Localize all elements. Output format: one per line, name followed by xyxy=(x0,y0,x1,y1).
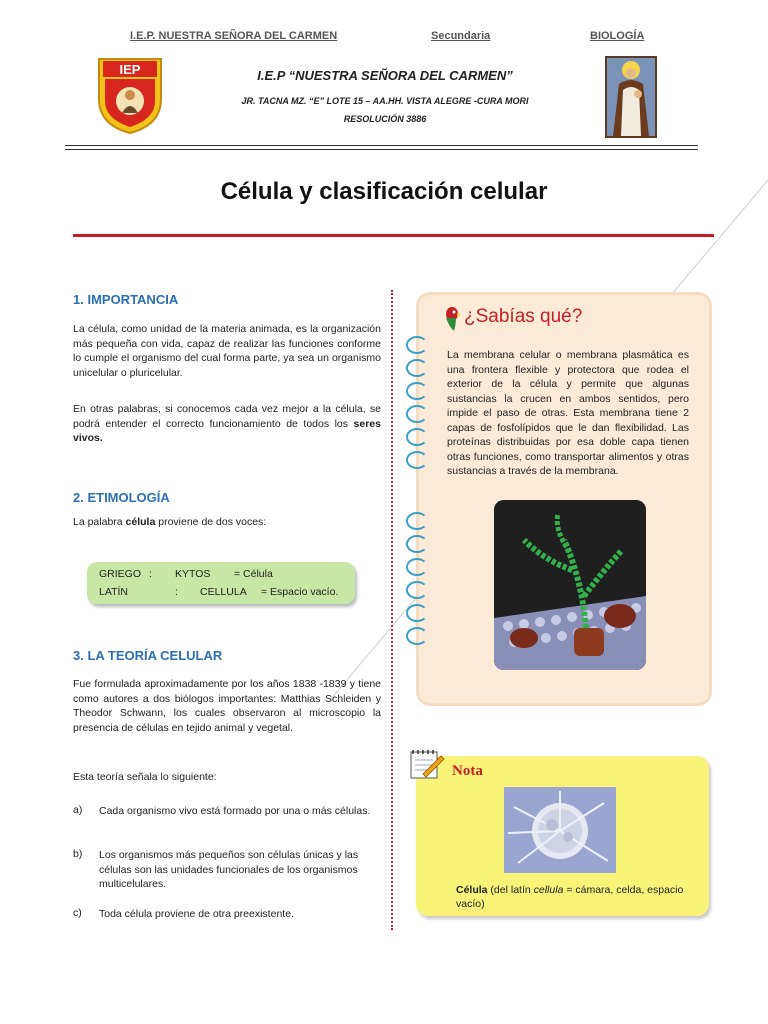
list-item: Cada organismo vivo está formado por una o más células. xyxy=(99,805,371,817)
heading-etimologia: 2. ETIMOLOGÍA xyxy=(73,490,170,505)
running-header-level: Secundaria xyxy=(431,30,491,42)
binder-rings xyxy=(406,336,430,474)
page-title: Célula y clasificación celular xyxy=(220,178,548,205)
nota-caption-bold: Célula xyxy=(456,884,488,896)
column-divider xyxy=(391,290,393,930)
school-shield-logo xyxy=(95,55,165,135)
binder-ring-icon xyxy=(406,535,428,553)
list-label: b) xyxy=(73,848,83,860)
list-item: Los organismos más pequeños son células únicas y las células son las unidades funcionales de los organismos multicelulares. xyxy=(99,849,359,890)
binder-ring-icon xyxy=(406,451,428,469)
binder-ring-icon xyxy=(406,359,428,377)
list-item: Toda célula proviene de otra preexistente. xyxy=(99,908,294,920)
nota-caption-pre: (del latín xyxy=(487,884,534,896)
heading-teoria: 3. LA TEORÍA CELULAR xyxy=(73,648,223,663)
school-name: I.E.P “NUESTRA SEÑORA DEL CARMEN” xyxy=(257,68,513,83)
etym-word: CELLULA xyxy=(200,586,247,598)
cell-micrograph-image xyxy=(504,787,616,873)
nota-caption-italic: cellula xyxy=(533,884,564,896)
etimologia-intro-post: proviene de dos voces: xyxy=(155,516,267,528)
title-rule xyxy=(73,234,714,237)
importancia-paragraph-1: La célula, como unidad de la materia animada, es la organización más pequeña con vida, capaz de realizar las funciones conforme lo cumple el organismo del cual forma parte, ya sea un organismo unicelular o pluricelular. xyxy=(73,323,381,379)
binder-ring-icon xyxy=(406,512,428,530)
importancia-p2-text: En otras palabras, si conocemos cada vez mejor a la célula, se podrá entender el correcto funcionamiento de todos los xyxy=(73,403,381,430)
etym-meaning: = Célula xyxy=(234,568,273,580)
etimologia-intro xyxy=(73,515,381,530)
school-address: JR. TACNA MZ. “E” LOTE 15 – AA.HH. VISTA ALEGRE -CURA MORI xyxy=(241,96,529,106)
etym-meaning: = Espacio vacío. xyxy=(261,586,339,598)
running-header-subject: BIOLOGÍA xyxy=(590,30,645,42)
binder-ring-icon xyxy=(406,558,428,576)
binder-ring-icon xyxy=(406,336,428,354)
header-rule xyxy=(65,145,698,146)
running-header-school: I.E.P. NUESTRA SEÑORA DEL CARMEN xyxy=(130,30,338,42)
notepad-pencil-icon xyxy=(409,748,445,780)
etimologia-intro-pre: La palabra xyxy=(73,516,126,528)
binder-ring-icon xyxy=(406,382,428,400)
list-label: c) xyxy=(73,907,82,919)
nota-title: Nota xyxy=(452,763,483,779)
binder-ring-icon xyxy=(406,405,428,423)
list-label: a) xyxy=(73,804,83,816)
binder-ring-icon xyxy=(406,604,428,622)
heading-importancia: 1. IMPORTANCIA xyxy=(73,292,179,307)
importancia-paragraph-2 xyxy=(73,402,381,446)
header-rule xyxy=(65,149,698,150)
sabias-text: La membrana celular o membrana plasmática es una frontera flexible y protectora que rodea el exterior de la célula y permite que algunas sustancias la crucen en ambos sentidos, pero impide el paso de otras. Esta membrana tiene 2 capas de fosfolípidos que le dan flexibilidad. Las proteínas distribuidas por esa doble capa tienen otras funciones, como transportar alimentos y otras sustancias a través de la membrana. xyxy=(447,349,689,477)
etym-sep: : xyxy=(175,586,178,598)
etym-lang: LATÍN xyxy=(99,586,128,598)
etym-sep: : xyxy=(149,568,152,580)
binder-ring-icon xyxy=(406,428,428,446)
cell-membrane-image xyxy=(494,500,646,670)
nota-caption-post: = cámara, celda, espacio vacío) xyxy=(456,884,684,910)
sabias-title: ¿Sabías qué? xyxy=(464,306,583,327)
importancia-p2-bold: seres vivos. xyxy=(73,417,381,444)
etimologia-box xyxy=(87,562,355,604)
teoria-paragraph-1: Fue formulada aproximadamente por los años 1838 -1839 y tiene como autores a dos biólogos importantes: Matthias Schleiden y Theodor Schwann, los cuales observaron al microscopio la presencia de células en tejido animal y vegetal. xyxy=(73,678,381,734)
nota-caption xyxy=(456,883,694,911)
virgin-carmen-image xyxy=(605,56,657,138)
etimologia-intro-bold: célula xyxy=(125,516,156,528)
shield-text: IEP xyxy=(119,62,141,77)
school-resolution: RESOLUCIÓN 3886 xyxy=(343,114,427,124)
parrot-icon xyxy=(440,304,462,332)
etym-lang: GRIEGO xyxy=(99,568,142,580)
binder-rings xyxy=(406,512,430,650)
binder-ring-icon xyxy=(406,581,428,599)
binder-ring-icon xyxy=(406,627,428,645)
etym-word: KYTOS xyxy=(175,568,211,580)
teoria-paragraph-2: Esta teoría señala lo siguiente: xyxy=(73,771,217,783)
